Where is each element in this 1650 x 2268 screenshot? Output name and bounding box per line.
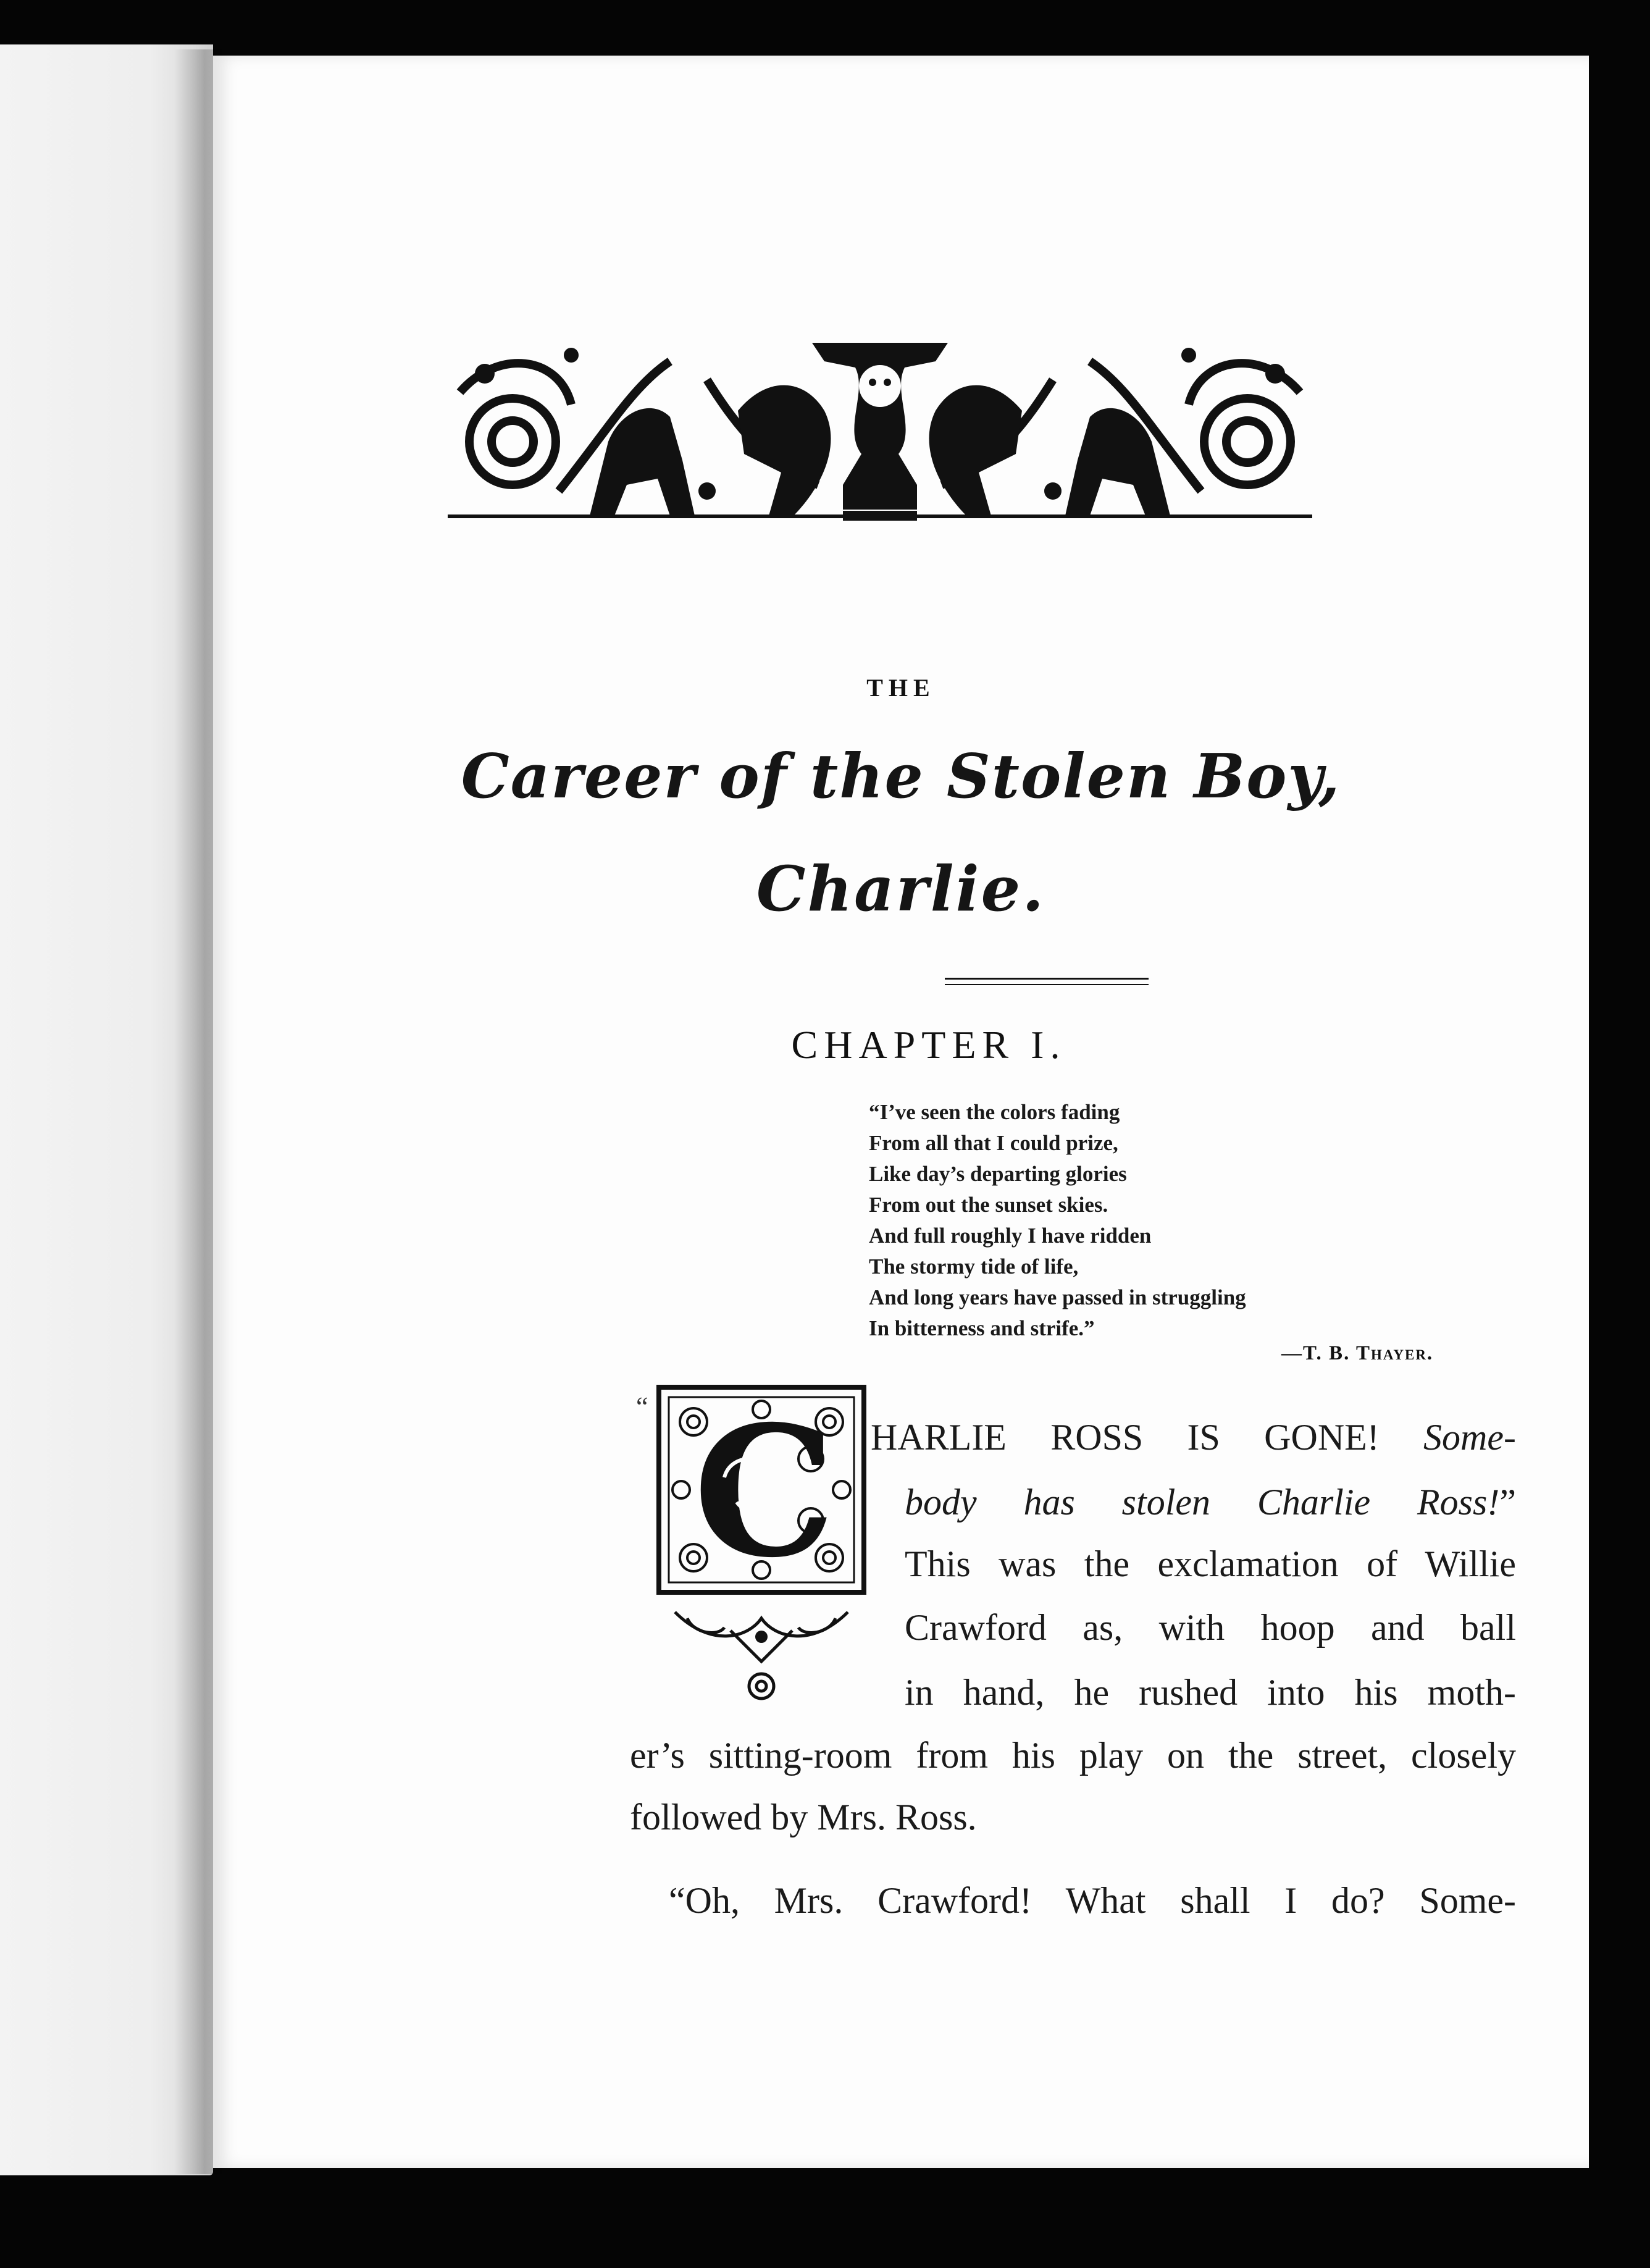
epigraph-line: From all that I could prize, xyxy=(869,1131,1118,1155)
headpiece-ornament-icon xyxy=(448,337,1312,522)
body-text-line: “Oh, Mrs. Crawford! What shall I do? Some- xyxy=(669,1880,1516,1921)
ornamental-headpiece xyxy=(448,337,1312,522)
body-text-span: ” xyxy=(1499,1482,1516,1522)
drop-cap-tailpiece xyxy=(663,1600,860,1705)
body-text-italic: body has stolen Charlie Ross! xyxy=(905,1482,1500,1522)
epigraph-line: The stormy tide of life, xyxy=(869,1254,1079,1279)
book-title-line-2: Charlie. xyxy=(756,852,1046,925)
epigraph-line: “I’ve seen the colors fading xyxy=(869,1100,1120,1124)
epigraph-line: In bitterness and strife.” xyxy=(869,1316,1095,1340)
epigraph-line: And full roughly I have ridden xyxy=(869,1224,1152,1248)
epigraph-attribution: —T. B. Thayer. xyxy=(1281,1342,1434,1364)
body-text-span: HARLIE ROSS IS GONE! xyxy=(871,1417,1424,1458)
body-text-line: This was the exclamation of Willie xyxy=(905,1544,1516,1584)
body-text-line: in hand, he rushed into his moth- xyxy=(905,1672,1516,1713)
body-text-line: followed by Mrs. Ross. xyxy=(630,1797,977,1838)
title-divider-rule xyxy=(945,978,1149,985)
body-text-line xyxy=(871,1413,1516,1462)
epigraph-line: And long years have passed in struggling xyxy=(869,1285,1246,1309)
epigraph-line: From out the sunset skies. xyxy=(869,1193,1108,1217)
epigraph-verse xyxy=(869,1097,1246,1344)
body-text-line: er’s sitting-room from his play on the street, closely xyxy=(630,1735,1516,1776)
chapter-heading: CHAPTER I. xyxy=(791,1023,1066,1067)
drop-cap-c-icon xyxy=(656,1385,866,1595)
opening-quote-mark: “ xyxy=(636,1392,648,1422)
body-text-line xyxy=(905,1477,1516,1527)
body-text-line: Crawford as, with hoop and ball xyxy=(905,1607,1516,1648)
tailpiece-ornament-icon xyxy=(663,1600,860,1705)
book-title-line-1: Career of the Stolen Boy, xyxy=(461,741,1341,812)
epigraph-line: Like day’s departing glories xyxy=(869,1162,1127,1186)
drop-cap-letter: C xyxy=(693,1387,836,1595)
ornamental-drop-cap xyxy=(656,1385,866,1595)
body-text-italic: Some- xyxy=(1423,1417,1516,1458)
title-prefix: THE xyxy=(866,674,936,702)
book-page xyxy=(213,56,1589,2168)
